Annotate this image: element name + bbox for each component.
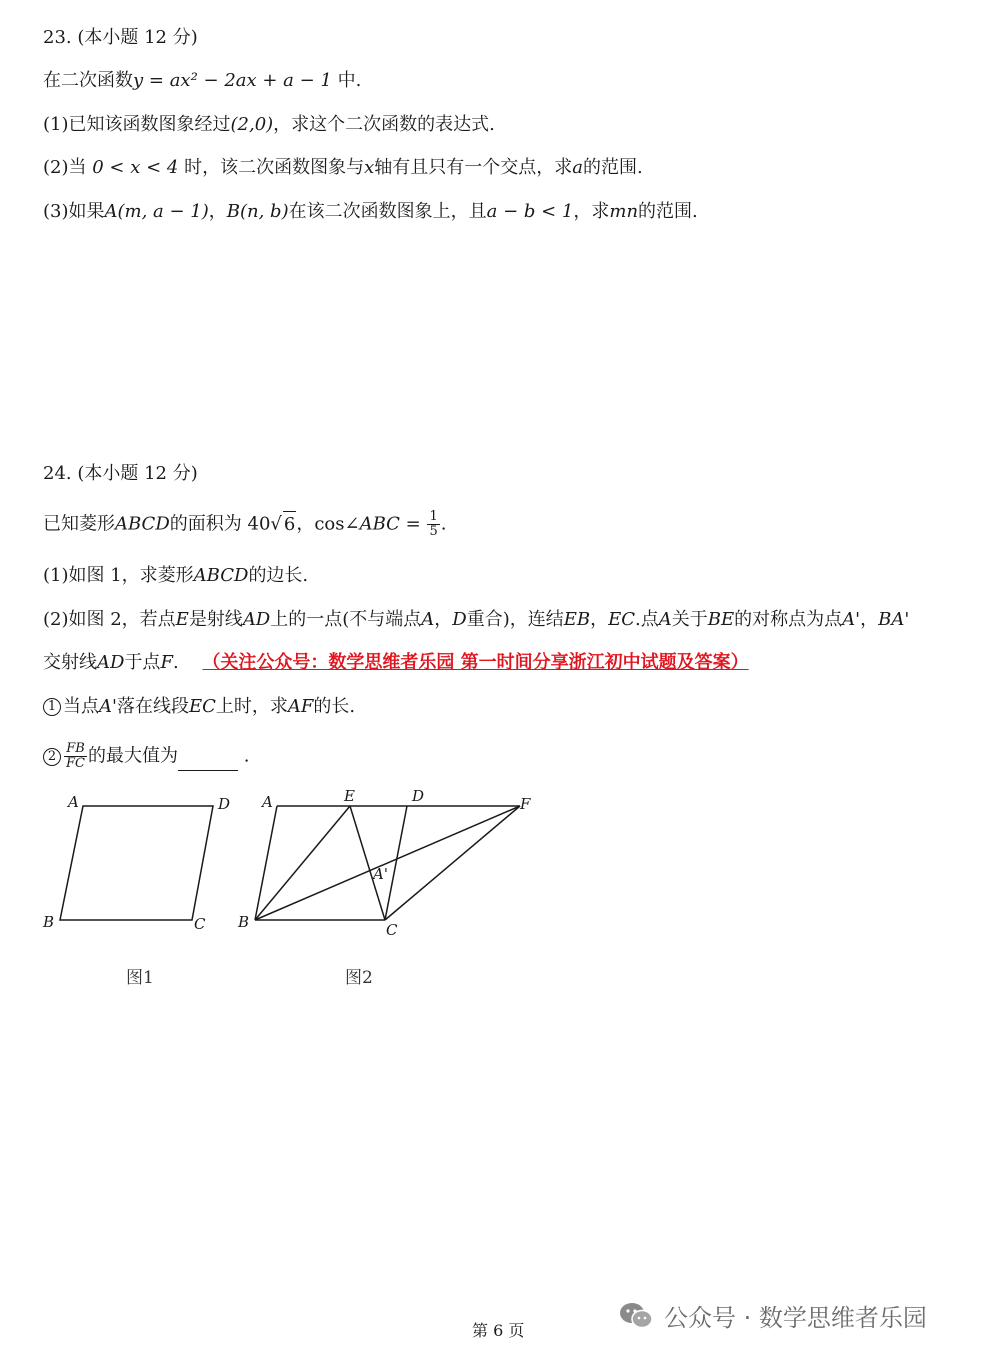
q23-p1-end: ，求这个二次函数的表达式. <box>273 114 495 135</box>
q23-p3-var: mn <box>609 201 639 222</box>
q24-p2-AD: AD <box>242 609 271 630</box>
q23-p2-mid: 时，该二次函数图象与 <box>178 157 365 178</box>
q23-p3-pointB: B(n, b) <box>226 201 289 222</box>
segment-BE <box>255 806 350 920</box>
q24-p2-Ap: A' <box>842 609 861 630</box>
q23-part3 <box>43 199 698 225</box>
q23-p2-var2: a <box>572 157 583 178</box>
q24-sub2-num: FB <box>66 741 85 756</box>
q24-p2l2-AD: AD <box>97 652 125 673</box>
q23-p2-text: 当 <box>68 157 93 178</box>
q24-p2-A: A <box>421 609 435 630</box>
segment-EC <box>350 806 385 920</box>
q23-p2-label: (2) <box>43 157 69 178</box>
q24-p2-i: 的对称点为点 <box>734 609 843 630</box>
q24-intro-abc: ABC <box>359 513 400 535</box>
fig2-label-F: F <box>520 795 531 813</box>
q24-intro <box>43 510 446 539</box>
q24-sub1-d: 的长. <box>313 696 356 717</box>
q24-intro-sqrt: 6 <box>283 511 296 538</box>
q24-sub1 <box>43 694 355 720</box>
q24-sub2-fraction <box>64 742 87 771</box>
q23-intro-end: 中. <box>331 70 362 91</box>
segment-BF <box>255 806 520 920</box>
segment-CF <box>385 806 520 920</box>
q23-p3-pointA: A(m, a − 1) <box>104 201 209 222</box>
q24-p2-BE: BE <box>707 609 735 630</box>
q23-part1 <box>43 112 495 138</box>
figure-2-construction <box>255 806 520 920</box>
fig2-label-E: E <box>344 787 355 805</box>
fig2-label-Ap: A' <box>373 865 388 883</box>
q23-p3-mid2: ，求 <box>573 201 610 222</box>
q24-sub2 <box>43 742 249 771</box>
q23-p3-mid: 在该二次函数图象上，且 <box>288 201 487 222</box>
q23-intro <box>43 68 361 94</box>
q24-p2-E: E <box>175 609 189 630</box>
q24-p2-EB: EB <box>563 609 591 630</box>
q24-p1-end: 的边长. <box>248 565 309 586</box>
fig1-label-A: A <box>68 793 79 811</box>
q24-p1-var: ABCD <box>193 565 249 586</box>
q24-sub1-c: 上时，求 <box>215 696 288 717</box>
q23-p2-var: x <box>364 157 375 178</box>
q23-p2-mid2: 轴有且只有一个交点，求 <box>374 157 573 178</box>
q24-p2-D: D <box>452 609 467 630</box>
q24-p2-e: 重合)，连结 <box>466 609 564 630</box>
q24-intro-end: . <box>440 513 447 535</box>
fig2-caption: 图2 <box>345 968 373 988</box>
q23-part2 <box>43 155 643 181</box>
q23-p3-label: (3) <box>43 201 69 222</box>
q23-p1-point: (2,0) <box>230 114 274 135</box>
sqrt-icon: √ <box>270 513 282 535</box>
q23-intro-text: 在二次函数 <box>43 70 133 91</box>
q24-p2-d: ， <box>434 609 453 630</box>
fig1-label-C: C <box>194 915 206 933</box>
wechat-icon <box>618 1301 654 1331</box>
circled-number-icon: 1 <box>43 698 61 716</box>
q24-p1-text: (1)如图 1，求菱形 <box>43 565 194 586</box>
q24-header: 24. (本小题 12 分) <box>43 463 198 484</box>
q24-p2-b: 是射线 <box>188 609 243 630</box>
q23-p3-text: 如果 <box>68 201 105 222</box>
fig1-label-D: D <box>218 795 231 813</box>
q23-p3-cond: a − b < 1 <box>486 201 574 222</box>
answer-blank[interactable] <box>178 752 238 771</box>
q24-intro-eq: = <box>399 513 427 535</box>
q23-p1-label: (1) <box>43 114 69 135</box>
fig2-label-A: A <box>262 793 273 811</box>
q24-sub1-a: 当点 <box>63 696 99 717</box>
q24-p2-a: (2)如图 2，若点 <box>43 609 176 630</box>
q24-intro-abcd: ABCD <box>115 513 170 535</box>
q24-sub1-EC: EC <box>188 696 216 717</box>
fig1-caption: 图1 <box>126 968 154 988</box>
promo-link[interactable]: （关注公众号：数学思维者乐园 第一时间分享浙江初中试题及答案） <box>202 652 749 673</box>
q24-p2-f: ， <box>590 609 609 630</box>
q23-p3-sep: ， <box>208 201 227 222</box>
segment-AB <box>255 806 277 920</box>
q24-p2-A2: A <box>658 609 672 630</box>
q24-sub2-end: . <box>237 745 250 767</box>
fig2-label-D: D <box>412 787 425 805</box>
q24-part1 <box>43 563 308 589</box>
watermark <box>618 1298 927 1333</box>
q23-p2-end: 的范围. <box>582 157 643 178</box>
q24-p2l2-F: F <box>160 652 173 673</box>
q24-intro-cos: ，cos∠ <box>296 513 360 535</box>
q24-p2-EC: EC <box>608 609 636 630</box>
q24-p2l2-b: 于点 <box>124 652 161 673</box>
q24-sub1-b: 落在线段 <box>116 696 189 717</box>
q24-sub2-den: FC <box>66 756 85 771</box>
q24-part2-line1 <box>43 607 909 633</box>
q23-p2-ineq: 0 < x < 4 <box>92 157 179 178</box>
q24-p2l2-c: . <box>172 652 179 673</box>
q23-p3-end: 的范围. <box>638 201 698 222</box>
q24-sub1-AF: AF <box>287 696 314 717</box>
q24-cos-fraction <box>427 510 439 539</box>
q24-p2-h: 关于 <box>671 609 708 630</box>
q24-p2-c: 上的一点(不与端点 <box>270 609 422 630</box>
q24-cos-num: 1 <box>429 509 438 524</box>
q23-header: 23. (本小题 12 分) <box>43 27 198 48</box>
q24-sub1-Ap: A' <box>99 696 117 717</box>
page-number: 第 6 页 <box>472 1321 525 1340</box>
q24-p2l2-a: 交射线 <box>43 652 97 673</box>
q24-p2-j: ， <box>860 609 879 630</box>
circled-number-icon: 2 <box>43 748 61 766</box>
q23-p1-text: 已知该函数图象经过 <box>68 114 231 135</box>
fig2-label-C: C <box>386 921 398 939</box>
fig1-label-B: B <box>43 913 55 931</box>
figure-1-rhombus <box>60 806 213 920</box>
q24-sub2-text: 的最大值为 <box>87 745 178 767</box>
watermark-text: 公众号 · 数学思维者乐园 <box>664 1304 927 1332</box>
q23-formula: y = ax² − 2ax + a − 1 <box>133 70 332 91</box>
q24-intro-text: 已知菱形 <box>43 513 115 535</box>
rhombus-abcd <box>60 806 213 920</box>
figures <box>0 780 560 950</box>
q24-p2-BAp: BA' <box>878 609 910 630</box>
q24-cos-den: 5 <box>429 524 438 539</box>
q24-p2-g: .点 <box>635 609 659 630</box>
q24-intro-area: 的面积为 40 <box>169 513 271 535</box>
q24-part2-line2 <box>43 650 749 676</box>
fig2-label-B: B <box>238 913 250 931</box>
